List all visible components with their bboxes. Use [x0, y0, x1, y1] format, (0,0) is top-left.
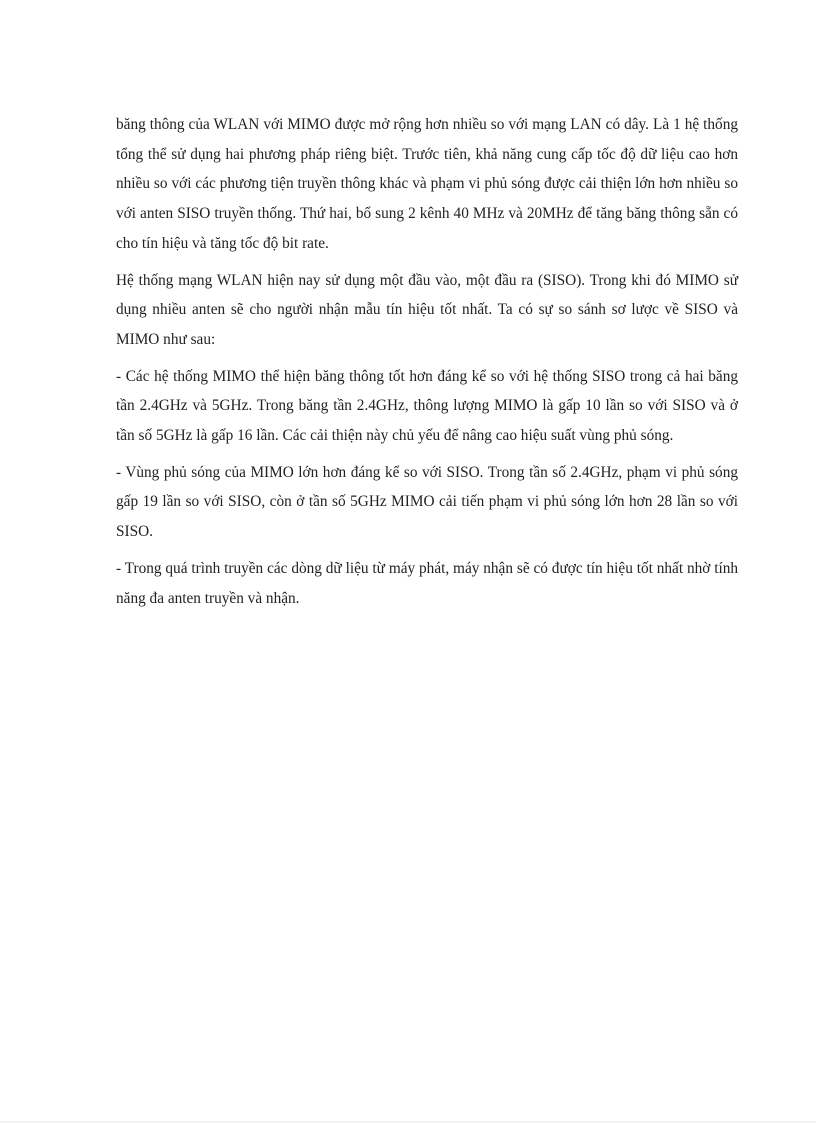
paragraph-mimo-coverage: - Vùng phủ sóng của MIMO lớn hơn đáng kể so với SISO. Trong tần số 2.4GHz, phạm vi phủ sóng gấp 19 lần so với SISO, còn ở tần số 5GHz MIMO cải tiến phạm vi phủ sóng lớn hơn 28 lần so với SISO. — [116, 463, 738, 541]
paragraph-wlan-mimo-bandwidth: băng thông của WLAN với MIMO được mở rộng hơn nhiều so với mạng LAN có dây. Là 1 hệ thống tổng thể sử dụng hai phương pháp riêng biệt. Trước tiên, khả năng cung cấp tốc độ dữ liệu cao hơn nhiều so với các phương tiện truyền thông khác và phạm vi phủ sóng được cải thiện lớn hơn nhiều so với anten SISO truyền thống. Thứ hai, bổ sung 2 kênh 40 MHz và 20MHz để tăng băng thông sẵn có cho tín hiệu và tăng tốc độ bit rate. — [116, 116, 738, 252]
paragraph-multi-antenna: - Trong quá trình truyền các dòng dữ liệu từ máy phát, máy nhận sẽ có được tín hiệu tốt nhất nhờ tính năng đa anten truyền và nhận. — [116, 559, 738, 607]
paragraph-siso-vs-mimo-intro: Hệ thống mạng WLAN hiện nay sử dụng một đầu vào, một đầu ra (SISO). Trong khi đó MIMO sử dụng nhiều anten sẽ cho người nhận mẫu tín hiệu tốt nhất. Ta có sự so sánh sơ lược về SISO và MIMO như sau: — [116, 271, 738, 348]
document-body — [116, 110, 738, 620]
paragraph-mimo-throughput: - Các hệ thống MIMO thể hiện băng thông tốt hơn đáng kể so với hệ thống SISO trong cả hai băng tần 2.4GHz và 5GHz. Trong băng tần 2.4GHz, thông lượng MIMO là gấp 10 lần so với SISO và ở tần số 5GHz là gấp 16 lần. Các cải thiện này chủ yếu để nâng cao hiệu suất vùng phủ sóng. — [116, 367, 738, 445]
